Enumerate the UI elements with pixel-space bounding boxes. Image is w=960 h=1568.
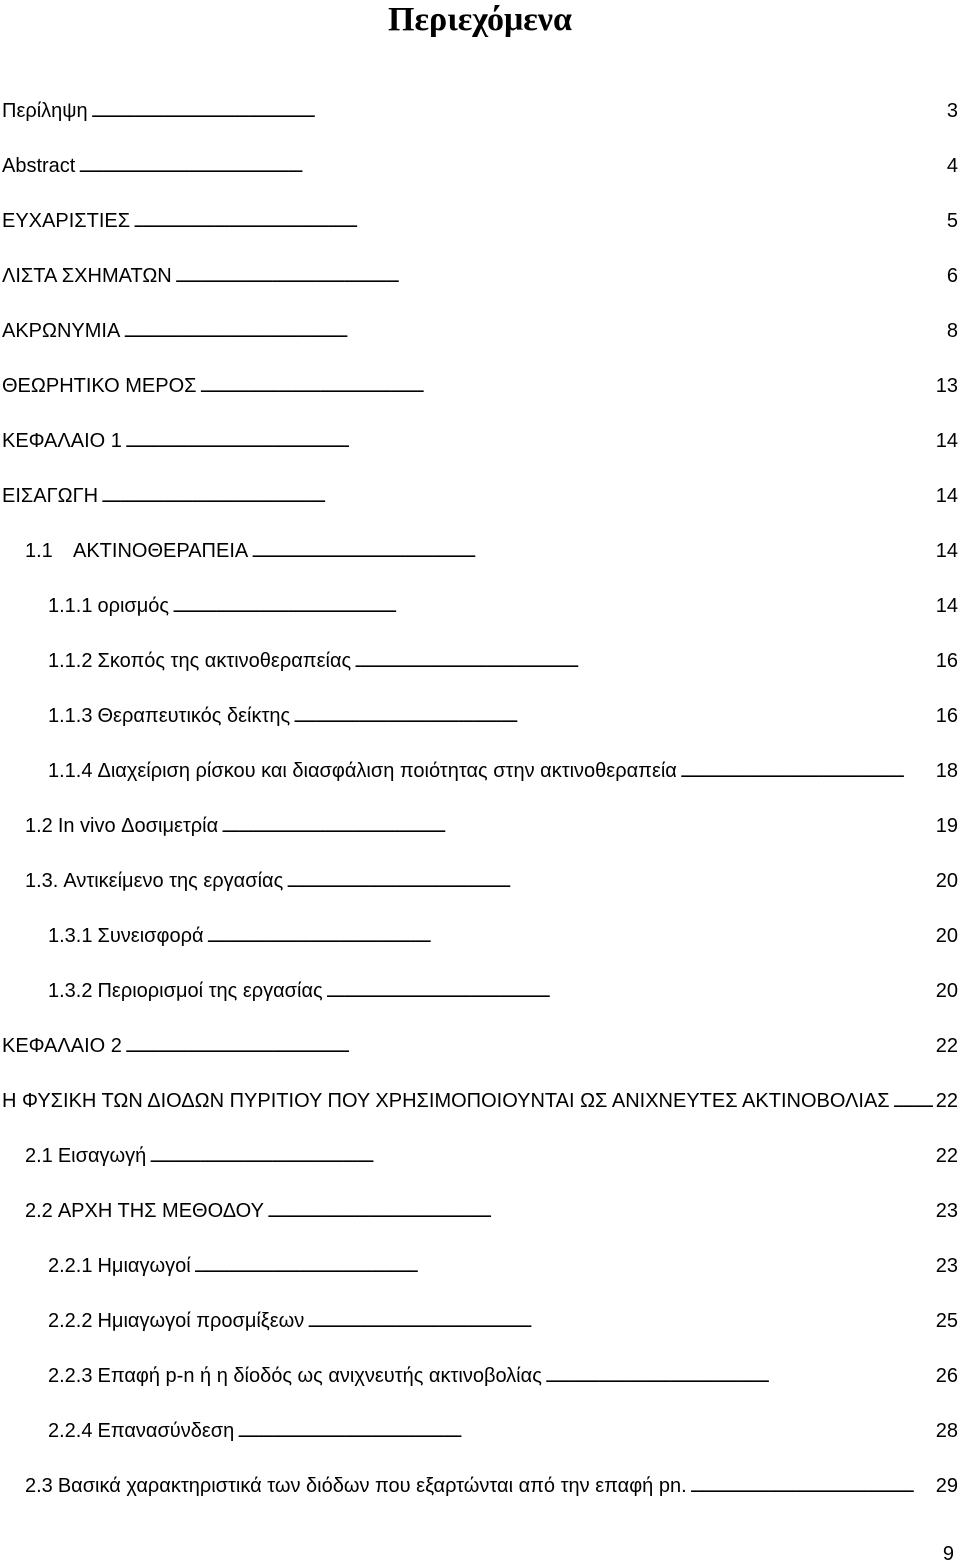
toc-entry-page: 22 [935,1090,958,1112]
toc-entry[interactable] [0,1184,960,1239]
toc-entry-label: Περιορισμοί της εργασίας [97,980,323,1002]
toc-dot-leader [251,524,933,580]
toc-dot-leader [326,964,933,1020]
toc-entry-page: 16 [935,650,958,672]
toc-entry-label: ΑΚΤΙΝΟΘΕΡΑΠΕΙΑ [73,540,249,562]
toc-entry-label: Συνεισφορά [97,925,204,947]
toc-entry-number: 2.3 [25,1475,53,1497]
toc-entry-page: 22 [935,1145,958,1167]
toc-entry-number: 2.2.3 [48,1365,93,1387]
toc-entry-number: 1.3.1 [48,925,93,947]
toc-entry-page: 6 [946,265,958,287]
toc-entry-number: 2.2.2 [48,1310,93,1332]
toc-entry-label: ΚΕΦΑΛΑΙΟ 2 [2,1035,122,1057]
toc-entry-number: 2.2.1 [48,1255,93,1277]
toc-entry-page: 8 [946,320,958,342]
toc-entry-page: 26 [935,1365,958,1387]
toc-entry[interactable] [0,304,960,359]
toc-entry-label: ΚΕΦΑΛΑΙΟ 1 [2,430,122,452]
toc-entry-page: 3 [946,100,958,122]
toc-dot-leader [307,1294,932,1350]
toc-entry-page: 18 [935,760,958,782]
toc-entry-label: ΑΚΡΩΝΥΜΙΑ [2,320,121,342]
toc-entry[interactable] [0,1404,960,1459]
toc-entry[interactable] [0,744,960,799]
toc-entry-number: 1.1.4 [48,760,93,782]
toc-entry[interactable] [0,414,960,469]
toc-dot-leader [123,304,944,360]
toc-dot-leader [207,909,933,965]
toc-entry-number: 1.1 [25,540,53,562]
toc-dot-leader [172,579,933,635]
toc-dot-leader [893,1074,933,1130]
toc-entry[interactable] [0,524,960,579]
toc-dot-leader [286,854,933,910]
toc-entry-label: In vivo Δοσιμετρία [57,815,219,837]
toc-entry[interactable] [0,689,960,744]
toc-entry-label: Σκοπός της ακτινοθεραπείας [97,650,352,672]
toc-entry[interactable] [0,964,960,1019]
toc-entry[interactable] [0,1129,960,1184]
toc-entry[interactable] [0,1239,960,1294]
toc-entry-label: Η ΦΥΣΙΚΗ ΤΩΝ ΔΙΟΔΩΝ ΠΥΡΙΤΙΟΥ ΠΟΥ ΧΡΗΣΙΜΟΠΟΙΟΥΝΤΑΙ ΩΣ ΑΝΙΧΝΕΥΤΕΣ ΑΚΤΙΝΟΒΟΛΙΑΣ [2,1090,890,1112]
toc-entry[interactable] [0,1294,960,1349]
toc-entry-label: Διαχείριση ρίσκου και διασφάλιση ποιότητας στην ακτινοθεραπεία [97,760,677,782]
toc-dot-leader [293,689,933,745]
toc-entry[interactable] [0,909,960,964]
toc-entry[interactable] [0,84,960,139]
toc-entry-page: 14 [935,430,958,452]
toc-entry-page: 14 [935,595,958,617]
toc-entry-number: 2.2 [25,1200,53,1222]
toc-entry-page: 25 [935,1310,958,1332]
toc-entry-label: Επαφή p-n ή η δίοδός ως ανιχνευτής ακτινοβολίας [97,1365,542,1387]
toc-entry[interactable] [0,1349,960,1404]
toc-entry-page: 20 [935,980,958,1002]
toc-entry-number: 2.2.4 [48,1420,93,1442]
toc-entry-label: ΕΥΧΑΡΙΣΤΙΕΣ [2,210,131,232]
toc-entry[interactable] [0,579,960,634]
toc-dot-leader [125,414,933,470]
toc-entry[interactable] [0,799,960,854]
toc-dot-leader [680,744,933,800]
toc-entry-number: 2.1 [25,1145,53,1167]
toc-entry[interactable] [0,469,960,524]
toc-entry-label: Αντικείμενο της εργασίας [63,870,284,892]
toc-dot-leader [200,359,933,415]
toc-dot-leader [101,469,933,525]
toc-entry-page: 4 [946,155,958,177]
toc-entry-label: Επανασύνδεση [97,1420,235,1442]
toc-entry-page: 28 [935,1420,958,1442]
toc-entry-label: ΛΙΣΤΑ ΣΧΗΜΑΤΩΝ [2,265,172,287]
toc-dot-leader [78,139,944,195]
toc-dot-leader [690,1459,933,1515]
toc-dot-leader [354,634,933,690]
toc-entry-number: 1.1.2 [48,650,93,672]
toc-entry-page: 16 [935,705,958,727]
toc-entry[interactable] [0,1074,960,1129]
toc-entry[interactable] [0,359,960,414]
toc-dot-leader [267,1184,933,1240]
toc-entry-page: 23 [935,1200,958,1222]
page-number: 9 [942,1543,954,1565]
toc-entry-number: 1.1.1 [48,595,93,617]
toc-entry-label: ορισμός [97,595,170,617]
toc-dot-leader [194,1239,933,1295]
toc-entry[interactable] [0,194,960,249]
toc-entry-label: Ημιαγωγοί προσμίξεων [97,1310,305,1332]
toc-entry[interactable] [0,249,960,304]
toc-dot-leader [237,1404,932,1460]
toc-entry-page: 5 [946,210,958,232]
toc-entry-number: 1.2 [25,815,53,837]
toc-entry[interactable] [0,634,960,689]
toc-entry-number: 1.1.3 [48,705,93,727]
toc-entry-label: Θεραπευτικός δείκτης [97,705,291,727]
toc-entry-page: 19 [935,815,958,837]
toc-entry-label: Ημιαγωγοί [97,1255,191,1277]
toc-dot-leader [91,84,944,140]
toc-entry-label: Abstract [2,155,76,177]
toc-dot-leader [221,799,933,855]
table-of-contents [0,84,960,1514]
toc-entry-number: 1.3.2 [48,980,93,1002]
toc-entry-page: 14 [935,540,958,562]
toc-entry-label: Εισαγωγή [57,1145,147,1167]
page-title: Περιεχόμενα [388,1,572,38]
toc-dot-leader [149,1129,933,1185]
toc-dot-leader [175,249,944,305]
toc-entry[interactable] [0,1019,960,1074]
toc-entry-page: 20 [935,870,958,892]
toc-entry[interactable] [0,854,960,909]
toc-entry-page: 29 [935,1475,958,1497]
toc-entry-page: 22 [935,1035,958,1057]
toc-dot-leader [133,194,944,250]
toc-entry-page: 13 [935,375,958,397]
toc-entry[interactable] [0,1459,960,1514]
toc-dot-leader [545,1349,933,1405]
toc-entry-label: ΑΡΧΗ ΤΗΣ ΜΕΘΟΔΟΥ [57,1200,264,1222]
toc-entry-label: Περίληψη [2,100,88,122]
toc-entry-page: 14 [935,485,958,507]
toc-entry-page: 23 [935,1255,958,1277]
toc-entry-label: ΘΕΩΡΗΤΙΚΟ ΜΕΡΟΣ [2,375,197,397]
toc-entry-page: 20 [935,925,958,947]
toc-dot-leader [125,1019,933,1075]
toc-entry-label: Βασικά χαρακτηριστικά των διόδων που εξαρτώνται από την επαφή pn. [57,1475,687,1497]
toc-entry[interactable] [0,139,960,194]
toc-entry-label: ΕΙΣΑΓΩΓΗ [2,485,99,507]
toc-entry-number: 1.3. [25,870,59,892]
